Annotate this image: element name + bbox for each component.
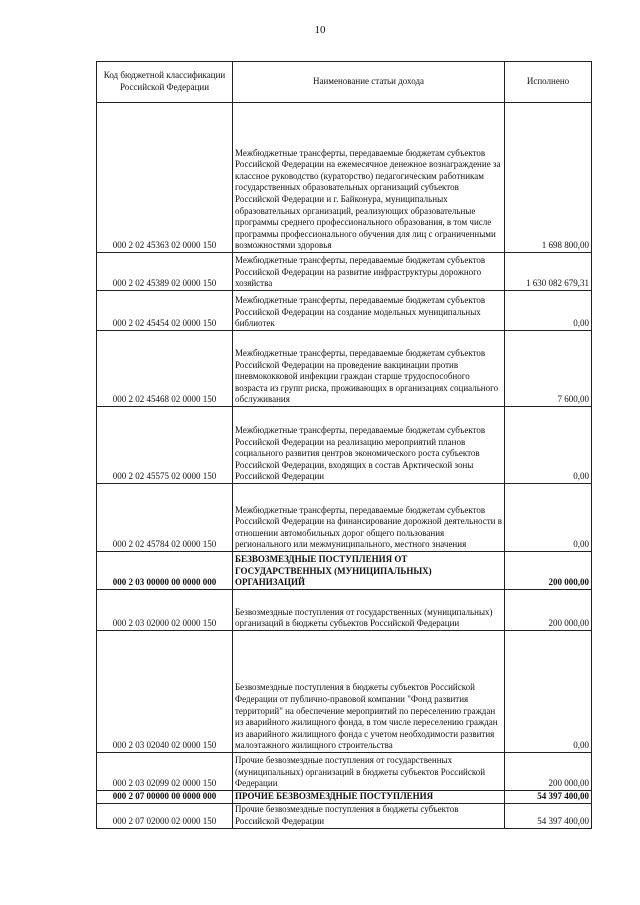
cell-code: 000 2 02 45468 02 0000 150 — [97, 331, 233, 407]
cell-code: 000 2 02 45389 02 0000 150 — [97, 253, 233, 291]
cell-name: Безвозмездные поступления в бюджеты субъектов Российской Федерации от публично-правовой компании "Фонд развития территорий" на обеспечение мероприятий по переселению граждан из аварийного жилищного фонда, в том числе переселению граждан из аварийного жилищного фонда с учетом необходимости развития малоэтажного жилищного строительства — [233, 631, 505, 753]
cell-name: Межбюджетные трансферты, передаваемые бюджетам субъектов Российской Федерации на ежемесячное денежное вознаграждение за классное руководство (кураторство) педагогическим работникам государственных образовательных организаций субъектов Российской Федерации и г. Байконура, муниципальных образовательных организаций, реализующих образовательные программы среднего профессионального образования, в том числе программы профессионального обучения для лиц с ограниченными возможностями здоровья — [233, 103, 505, 253]
cell-name: Межбюджетные трансферты, передаваемые бюджетам субъектов Российской Федерации на финансирование дорожной деятельности в отношении автомобильных дорог общего пользования регионального или межмуниципального, местного значения — [233, 484, 505, 552]
table-row — [97, 103, 592, 253]
cell-amount: 1 630 082 679,31 — [505, 253, 592, 291]
table-row — [97, 552, 592, 590]
table-row — [97, 590, 592, 631]
table-row — [97, 331, 592, 407]
cell-code: 000 2 03 02040 02 0000 150 — [97, 631, 233, 753]
cell-amount: 0,00 — [505, 407, 592, 484]
cell-amount: 0,00 — [505, 631, 592, 753]
cell-code: 000 2 02 45454 02 0000 150 — [97, 291, 233, 331]
cell-code: 000 2 07 00000 00 0000 000 — [97, 791, 233, 804]
cell-amount: 7 600,00 — [505, 331, 592, 407]
cell-code: 000 2 02 45784 02 0000 150 — [97, 484, 233, 552]
table-row — [97, 291, 592, 331]
table-row — [97, 407, 592, 484]
cell-code: 000 2 02 45363 02 0000 150 — [97, 103, 233, 253]
cell-name: Межбюджетные трансферты, передаваемые бюджетам субъектов Российской Федерации на развитие инфраструктуры дорожного хозяйства — [233, 253, 505, 291]
table-row — [97, 791, 592, 804]
cell-amount: 0,00 — [505, 291, 592, 331]
cell-amount: 200 000,00 — [505, 552, 592, 590]
table-row — [97, 753, 592, 791]
cell-name: ПРОЧИЕ БЕЗВОЗМЕЗДНЫЕ ПОСТУПЛЕНИЯ — [233, 791, 505, 804]
cell-code: 000 2 02 45575 02 0000 150 — [97, 407, 233, 484]
cell-code: 000 2 03 02099 02 0000 150 — [97, 753, 233, 791]
cell-amount: 200 000,00 — [505, 590, 592, 631]
cell-amount: 54 397 400,00 — [505, 803, 592, 828]
cell-name: Прочие безвозмездные поступления от государственных (муниципальных) организаций в бюджеты субъектов Российской Федерации — [233, 753, 505, 791]
cell-name: Межбюджетные трансферты, передаваемые бюджетам субъектов Российской Федерации на реализацию мероприятий планов социального развития центров экономического роста субъектов Российской Федерации, входящих в состав Арктической зоны Российской Федерации — [233, 407, 505, 484]
cell-code: 000 2 03 00000 00 0000 000 — [97, 552, 233, 590]
revenue-table — [96, 61, 592, 829]
table-header-row — [97, 62, 592, 103]
table-row — [97, 631, 592, 753]
cell-name: БЕЗВОЗМЕЗДНЫЕ ПОСТУПЛЕНИЯ ОТ ГОСУДАРСТВЕННЫХ (МУНИЦИПАЛЬНЫХ) ОРГАНИЗАЦИЙ — [233, 552, 505, 590]
cell-code: 000 2 03 02000 02 0000 150 — [97, 590, 233, 631]
cell-amount: 54 397 400,00 — [505, 791, 592, 804]
cell-code: 000 2 07 02000 02 0000 150 — [97, 803, 233, 828]
page-number: 10 — [314, 24, 326, 36]
header-amount: Исполнено — [505, 62, 592, 103]
table-row — [97, 253, 592, 291]
cell-amount: 1 698 800,00 — [505, 103, 592, 253]
header-code: Код бюджетной классификации Российской Федерации — [97, 62, 233, 103]
table-row — [97, 803, 592, 828]
cell-name: Прочие безвозмездные поступления в бюджеты субъектов Российской Федерации — [233, 803, 505, 828]
cell-name: Межбюджетные трансферты, передаваемые бюджетам субъектов Российской Федерации на создание модельных муниципальных библиотек — [233, 291, 505, 331]
cell-name: Безвозмездные поступления от государственных (муниципальных) организаций в бюджеты субъектов Российской Федерации — [233, 590, 505, 631]
cell-amount: 0,00 — [505, 484, 592, 552]
header-name: Наименование статьи дохода — [233, 62, 505, 103]
cell-amount: 200 000,00 — [505, 753, 592, 791]
table-row — [97, 484, 592, 552]
cell-name: Межбюджетные трансферты, передаваемые бюджетам субъектов Российской Федерации на проведение вакцинации против пневмококковой инфекции граждан старше трудоспособного возраста из групп риска, проживающих в организациях социального обслуживания — [233, 331, 505, 407]
